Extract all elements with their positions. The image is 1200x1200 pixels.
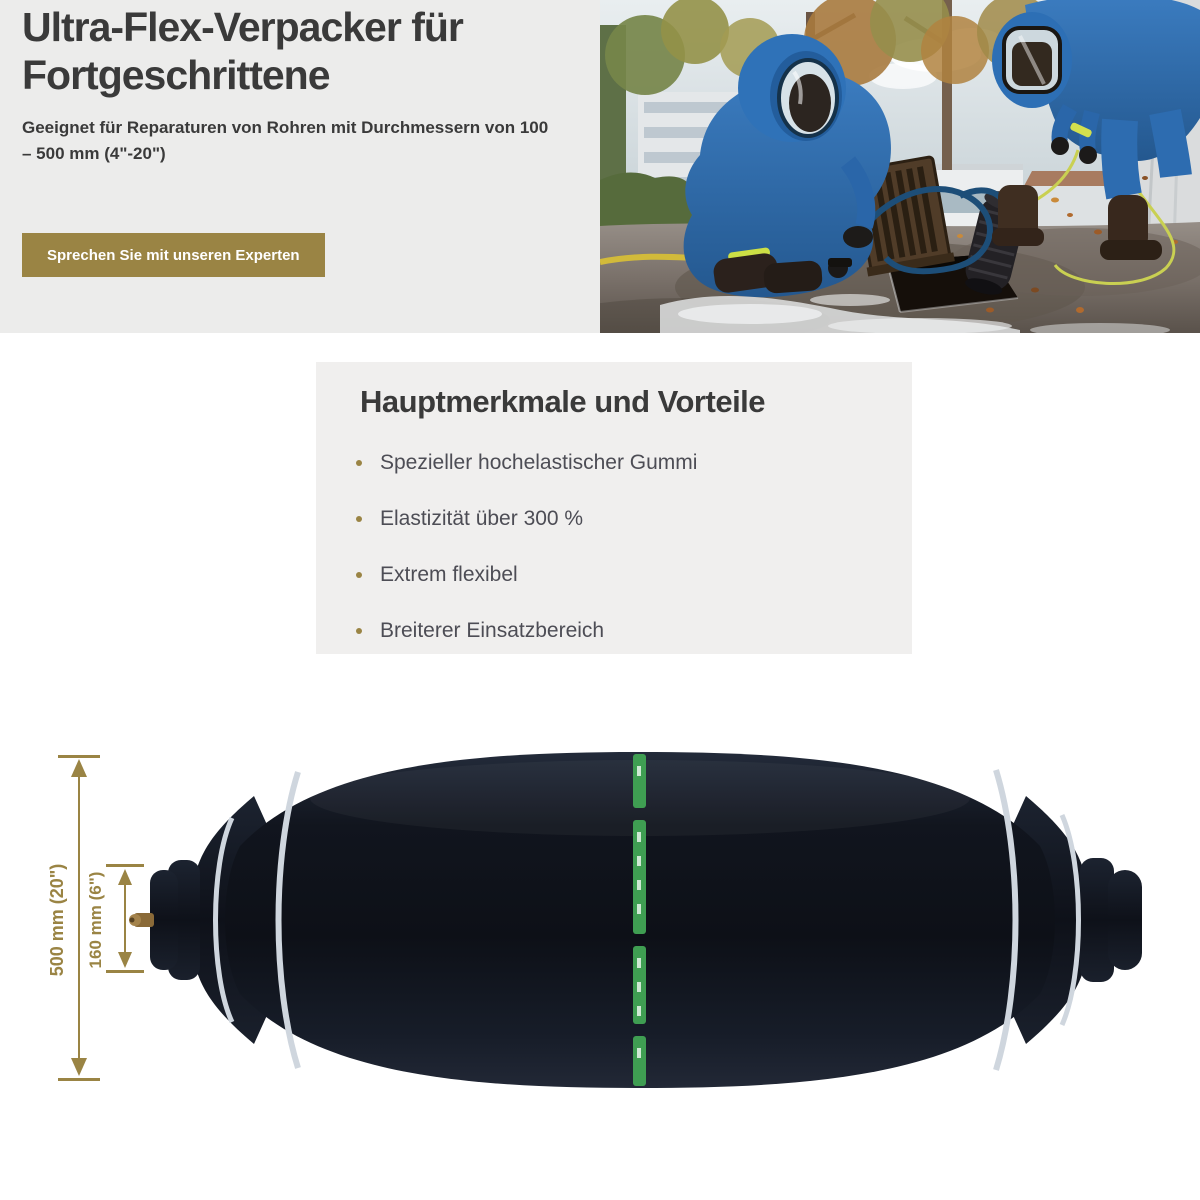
bullet-dot-icon bbox=[356, 516, 362, 522]
page-subtitle: Geeignet für Reparaturen von Rohren mit Durchmessern von 100 – 500 mm (4"-20") bbox=[22, 118, 549, 164]
bullet-dot-icon bbox=[356, 460, 362, 466]
features-heading: Hauptmerkmale und Vorteile bbox=[360, 384, 766, 419]
hero-section bbox=[0, 0, 1200, 333]
feature-item bbox=[356, 506, 912, 532]
bullet-dot-icon bbox=[356, 628, 362, 634]
hero-photo bbox=[600, 0, 1200, 333]
product-diagram bbox=[0, 680, 1200, 1200]
hero-text-panel bbox=[0, 0, 600, 333]
feature-item-label: Breiterer Einsatzbereich bbox=[380, 619, 605, 642]
feature-item bbox=[356, 618, 912, 644]
features-list bbox=[356, 450, 912, 644]
feature-item bbox=[356, 562, 912, 588]
green-marker-band bbox=[633, 754, 646, 1086]
page-title: Ultra-Flex-Verpacker für Fortgeschrittene bbox=[22, 4, 463, 98]
features-box bbox=[316, 362, 912, 654]
bullet-dot-icon bbox=[356, 572, 362, 578]
feature-item bbox=[356, 450, 912, 476]
inner-dimension-label: 160 mm (6") bbox=[86, 871, 105, 969]
outer-dimension-label: 500 mm (20") bbox=[47, 863, 67, 977]
packer-valve bbox=[129, 913, 154, 927]
talk-to-experts-button[interactable]: Sprechen Sie mit unseren Experten bbox=[22, 233, 325, 277]
feature-item-label: Extrem flexibel bbox=[380, 563, 518, 586]
feature-item-label: Spezieller hochelastischer Gummi bbox=[380, 451, 698, 474]
feature-item-label: Elastizität über 300 % bbox=[380, 507, 584, 530]
